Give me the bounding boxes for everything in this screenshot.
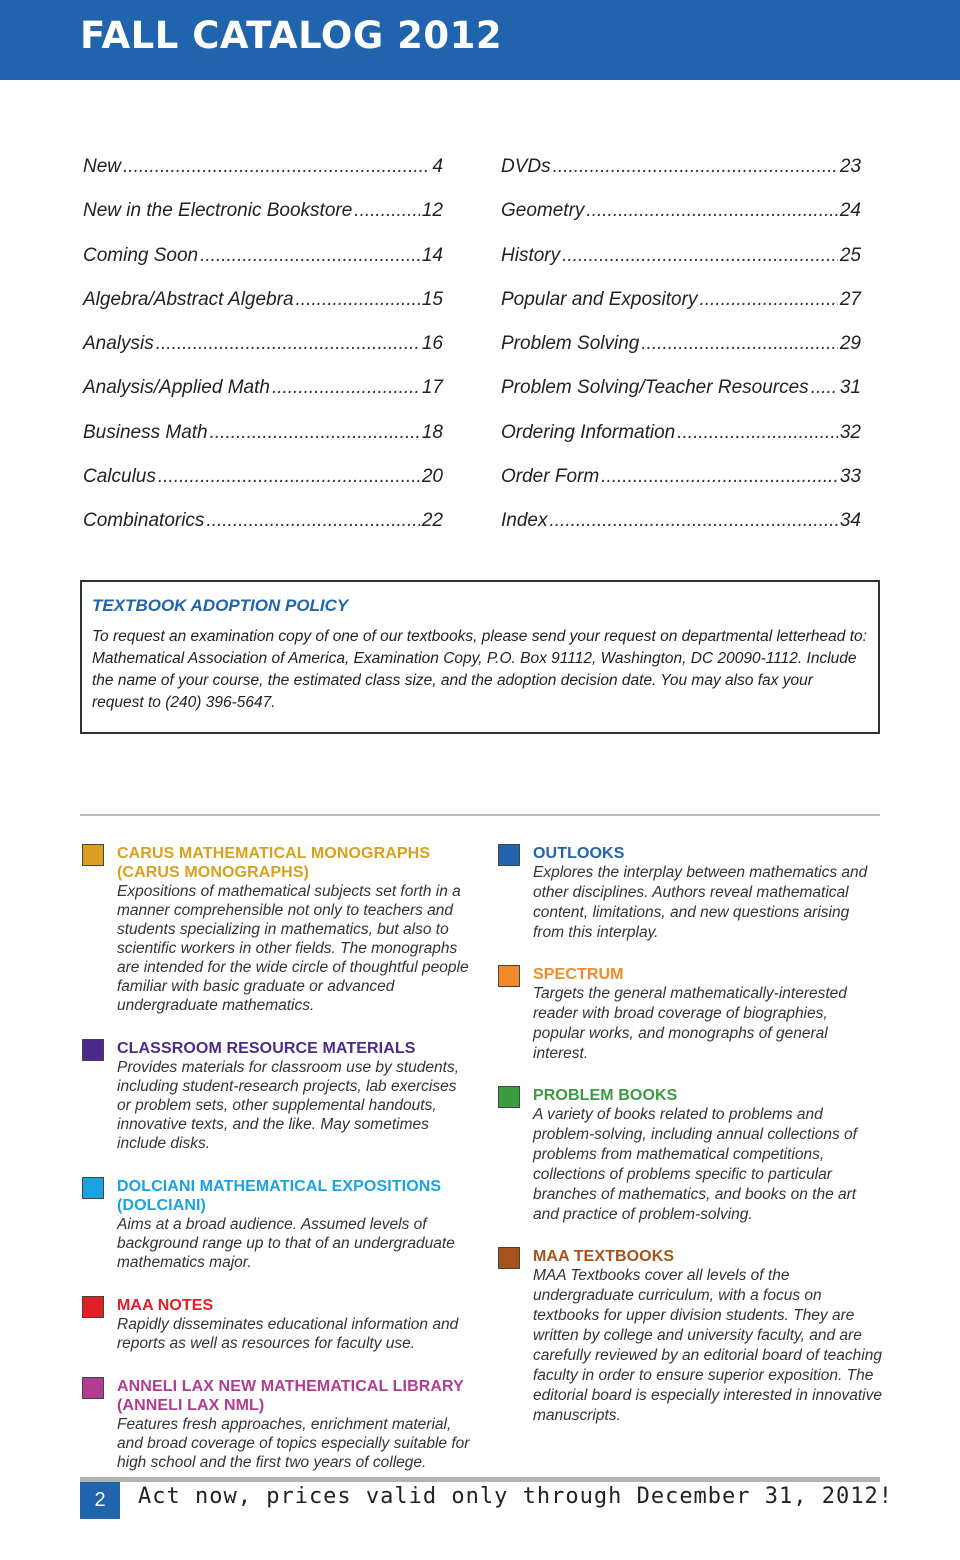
toc-leader-dots (699, 289, 837, 311)
toc-entry[interactable] (83, 289, 443, 333)
series-color-swatch (82, 1296, 104, 1318)
toc-entry-page: 22 (421, 510, 443, 532)
series-description: MAA Textbooks cover all levels of the undergraduate curriculum, with a focus on textbooks for upper division students. They are written by college and university faculty, and are carefully reviewed by an editorial board of teaching faculty in order to ensure superior exposition. The editorial board is especially interested in innovative manuscripts. (533, 1267, 882, 1424)
series-description: A variety of books related to problems and problem-solving, including annual collections of problems from mathematical competitions, collections of problems specific to particular branches of mathematics, and books on the art and practice of problem-solving. (533, 1106, 857, 1223)
toc-entry-title: Analysis (83, 333, 154, 355)
toc-leader-dots (206, 510, 419, 532)
toc-entry-page: 4 (432, 156, 443, 177)
toc-left-column (83, 156, 443, 555)
series-description: Features fresh approaches, enrichment material, and broad coverage of topics especially suitable for high school and the first two years of college. (117, 1416, 470, 1471)
toc-entry-page: 23 (839, 156, 861, 177)
toc-entry-title: Index (501, 510, 548, 532)
series-description: Provides materials for classroom use by students, including student-research projects, lab exercises or problem sets, other supplemental handouts, innovative texts, and the like. May sometimes include disks. (117, 1059, 459, 1152)
series-name: CLASSROOM RESOURCE MATERIALS (117, 1040, 416, 1057)
series-description: Aims at a broad audience. Assumed levels of background range up to that of an undergraduate mathematics major. (117, 1216, 455, 1271)
toc-leader-dots (200, 245, 420, 267)
toc-entry-title: New (83, 156, 122, 177)
toc-entry-title: History (501, 244, 561, 266)
series-color-swatch (498, 1086, 520, 1108)
series-item-outlooks (498, 844, 883, 943)
policy-text: To request an examination copy of one of our textbooks, please send your request on departmental letterhead to: Mathematical Association of America, Examination Copy, P.O. Box 91112, Washington, DC 20090-1112. Include the name of your course, the estimated class size, and the adoption decision date. You may also fax your request to (240) 396-5647. (92, 628, 867, 711)
series-color-swatch (82, 844, 104, 866)
series-item-carus (82, 844, 472, 1015)
toc-entry-title: Algebra/Abstract Algebra (83, 288, 294, 310)
toc-entry[interactable] (501, 510, 861, 554)
series-description: Explores the interplay between mathematics and other disciplines. Authors reveal mathematical content, limitations, and new questions arising from this interplay. (533, 864, 868, 941)
toc-entry[interactable] (501, 289, 861, 333)
toc-leader-dots (158, 466, 420, 488)
series-item-classroom-resource (82, 1039, 472, 1153)
series-item-maa-notes (82, 1296, 472, 1353)
series-color-swatch (498, 844, 520, 866)
toc-entry[interactable] (83, 245, 443, 289)
series-color-swatch (82, 1039, 104, 1061)
toc-entry-title: New in the Electronic Bookstore (83, 200, 353, 222)
series-item-dolciani (82, 1177, 472, 1272)
footer-rule (80, 1477, 880, 1482)
toc-leader-dots (123, 156, 430, 178)
toc-leader-dots (811, 377, 838, 399)
textbook-adoption-policy-box (80, 580, 880, 734)
toc-leader-dots (156, 333, 420, 355)
series-description: Rapidly disseminates educational information and reports as well as resources for faculty use. (117, 1316, 459, 1352)
toc-leader-dots (586, 200, 837, 222)
series-item-maa-textbooks (498, 1247, 883, 1426)
toc-entry[interactable] (83, 510, 443, 554)
series-name: DOLCIANI MATHEMATICAL EXPOSITIONS (DOLCIANI) (117, 1178, 442, 1214)
toc-entry-page: 14 (421, 244, 443, 266)
series-name: MAA NOTES (117, 1297, 214, 1314)
toc-leader-dots (210, 422, 420, 444)
toc-leader-dots (272, 377, 420, 399)
toc-leader-dots (562, 245, 838, 267)
toc-entry-page: 33 (839, 466, 861, 488)
toc-entry[interactable] (83, 156, 443, 200)
toc-entry-title: Problem Solving/Teacher Resources (501, 377, 809, 399)
toc-entry-title: DVDs (501, 156, 551, 177)
policy-title: TEXTBOOK ADOPTION POLICY (92, 596, 349, 615)
toc-entry-title: Combinatorics (83, 510, 205, 532)
toc-entry[interactable] (501, 422, 861, 466)
toc-leader-dots (601, 466, 838, 488)
toc-entry[interactable] (83, 333, 443, 377)
toc-entry-title: Order Form (501, 466, 600, 488)
toc-entry-page: 20 (421, 466, 443, 488)
toc-entry-title: Geometry (501, 200, 585, 222)
series-left-column (82, 844, 472, 1472)
toc-entry-page: 25 (839, 244, 861, 266)
page-number: 2 (80, 1482, 120, 1519)
series-name: ANNELI LAX NEW MATHEMATICAL LIBRARY (ANNELI LAX NML) (117, 1378, 464, 1414)
toc-leader-dots (677, 422, 838, 444)
toc-entry[interactable] (83, 377, 443, 421)
toc-leader-dots (354, 200, 420, 222)
toc-entry[interactable] (83, 422, 443, 466)
toc-entry[interactable] (83, 466, 443, 510)
toc-entry-page: 32 (839, 421, 861, 443)
toc-entry[interactable] (501, 156, 861, 200)
series-color-swatch (498, 1247, 520, 1269)
toc-entry-page: 27 (839, 288, 861, 310)
toc-entry[interactable] (83, 200, 443, 244)
toc-entry-title: Problem Solving (501, 333, 640, 355)
toc-entry-title: Analysis/Applied Math (83, 377, 270, 399)
toc-leader-dots (549, 510, 837, 532)
toc-entry-title: Business Math (83, 421, 208, 443)
toc-entry[interactable] (501, 245, 861, 289)
series-description: Expositions of mathematical subjects set forth in a manner comprehensible not only to teachers and students specializing in mathematics, but also to scientific workers in other fields. The monographs are intended for the wide circle of thoughtful people familiar with basic graduate or advanced undergraduate mathematics. (117, 883, 469, 1014)
catalog-title: FALL CATALOG 2012 (80, 14, 503, 57)
toc-entry[interactable] (501, 200, 861, 244)
footer-promo-text: Act now, prices valid only through December 31, 2012! (138, 1484, 893, 1509)
toc-entry-title: Calculus (83, 466, 156, 488)
series-name: CARUS MATHEMATICAL MONOGRAPHS (CARUS MONOGRAPHS) (117, 845, 431, 881)
series-item-problem-books (498, 1086, 883, 1225)
toc-entry-title: Coming Soon (83, 244, 199, 266)
toc-entry-title: Ordering Information (501, 421, 676, 443)
series-name: SPECTRUM (533, 966, 624, 983)
toc-entry-page: 29 (839, 333, 861, 355)
toc-entry-page: 17 (421, 377, 443, 399)
series-right-column (498, 844, 883, 1426)
toc-entry-page: 15 (421, 288, 443, 310)
toc-entry-page: 34 (839, 510, 861, 532)
series-name: OUTLOOKS (533, 845, 625, 862)
toc-right-column (501, 156, 861, 555)
toc-entry-page: 16 (421, 333, 443, 355)
series-item-anneli-lax (82, 1377, 472, 1472)
toc-entry[interactable] (501, 333, 861, 377)
toc-entry-title: Popular and Expository (501, 288, 698, 310)
series-name: MAA TEXTBOOKS (533, 1248, 675, 1265)
toc-entry[interactable] (501, 466, 861, 510)
series-color-swatch (82, 1377, 104, 1399)
toc-entry[interactable] (501, 377, 861, 421)
toc-entry-page: 24 (839, 200, 861, 222)
series-color-swatch (498, 965, 520, 987)
series-item-spectrum (498, 965, 883, 1064)
series-color-swatch (82, 1177, 104, 1199)
toc-leader-dots (296, 289, 420, 311)
series-name: PROBLEM BOOKS (533, 1087, 678, 1104)
toc-leader-dots (641, 333, 838, 355)
series-description: Targets the general mathematically-interested reader with broad coverage of biographies, popular works, and monographs of general interest. (533, 985, 847, 1062)
toc-entry-page: 12 (421, 200, 443, 222)
toc-entry-page: 31 (839, 377, 861, 399)
section-divider (80, 814, 880, 816)
toc-leader-dots (553, 156, 838, 178)
toc-entry-page: 18 (421, 421, 443, 443)
catalog-header (0, 0, 960, 80)
